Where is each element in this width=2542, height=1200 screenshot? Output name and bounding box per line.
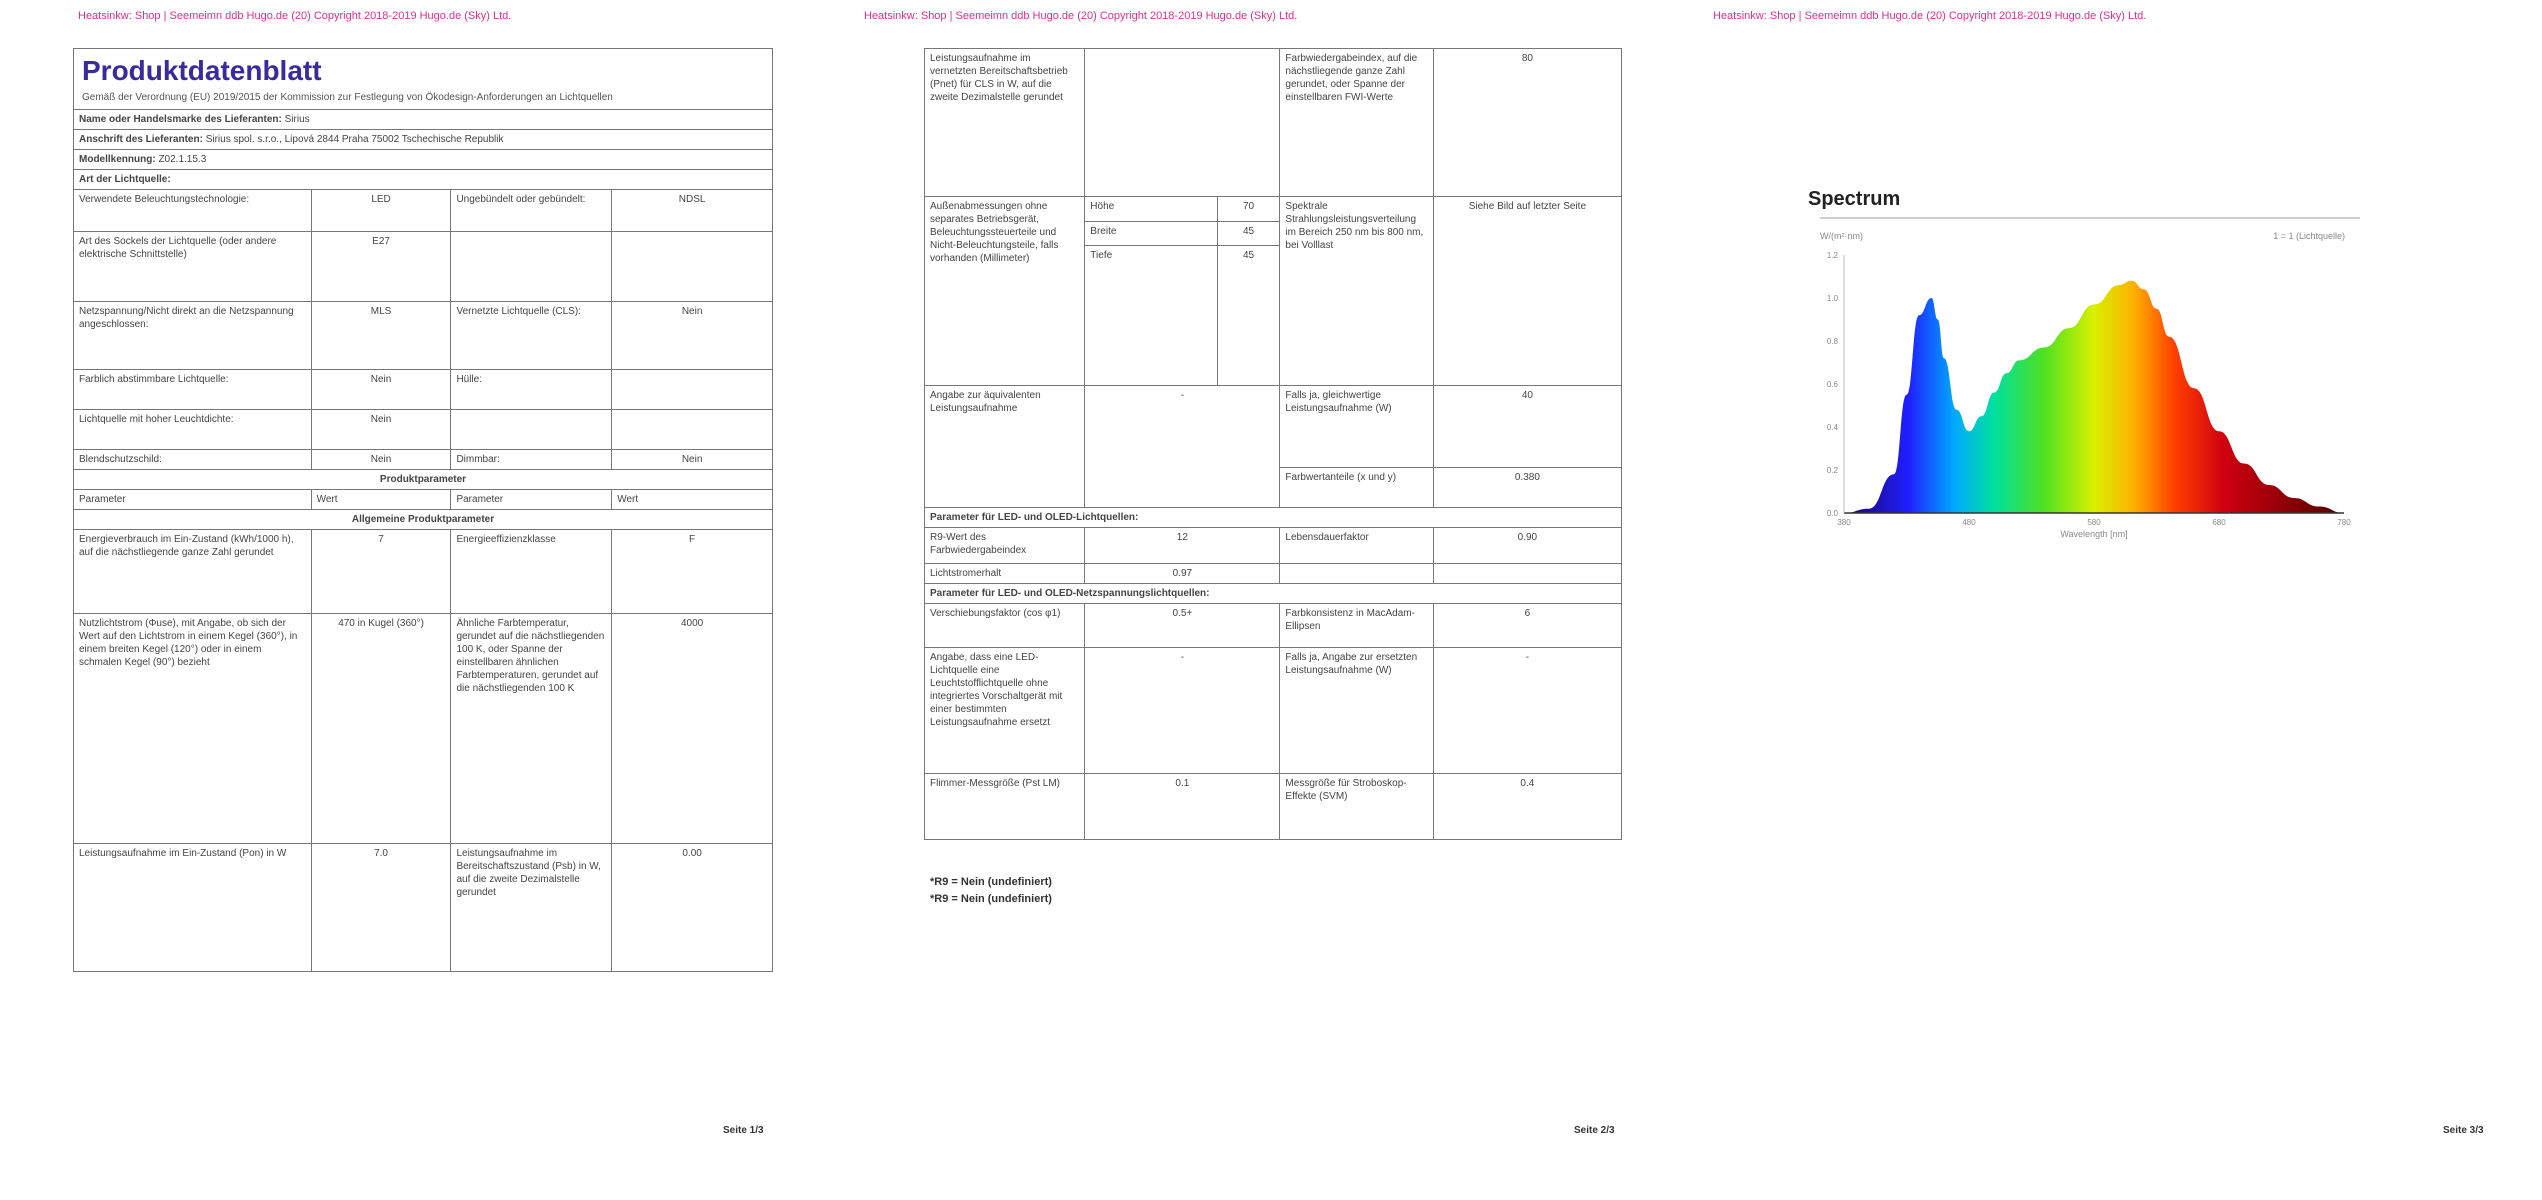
title-box — [73, 48, 773, 109]
table-row: Lichtquelle mit hoher Leuchtdichte: Nein — [74, 410, 773, 450]
watermark-page-3: Heatsinkw: Shop | Seemeimn ddb Hugo.de (20) Copyright 2018-2019 Hugo.de (Sky) Ltd. — [1713, 10, 2147, 22]
footnote: *R9 = Nein (undefiniert) — [930, 876, 1052, 888]
table-row: Tiefe 45 — [925, 246, 1622, 386]
y-tick-label: 0.6 — [1826, 380, 1838, 389]
watermark-page-2: Heatsinkw: Shop | Seemeimn ddb Hugo.de (20) Copyright 2018-2019 Hugo.de (Sky) Ltd. — [864, 10, 1298, 22]
table-row: Farbwertanteile (x und y) 0.380 — [925, 468, 1622, 508]
table-row: Blendschutzschild: Nein Dimmbar: Nein — [74, 450, 773, 470]
param-header-row: Parameter Wert Parameter Wert — [74, 490, 773, 510]
page-number-3: Seite 3/3 — [2443, 1125, 2484, 1136]
light-source-type-header: Art der Lichtquelle: — [74, 170, 773, 190]
spectrum-title: Spectrum — [1808, 188, 1901, 210]
table-row: Netzspannung/Nicht direkt an die Netzspannung angeschlossen: MLS Vernetzte Lichtquelle (CLS): Nein — [74, 302, 773, 370]
y-tick-label: 1.2 — [1826, 251, 1838, 260]
page-number-1: Seite 1/3 — [723, 1125, 764, 1136]
product-params-header: Produktparameter — [74, 470, 773, 490]
footnotes — [930, 874, 1052, 908]
table-row: Verwendete Beleuchtungstechnologie: LED Ungebündelt oder gebündelt: NDSL — [74, 190, 773, 232]
x-tick-label: 680 — [2212, 518, 2226, 527]
product-table — [73, 109, 773, 972]
product-table-continued — [924, 48, 1622, 840]
table-row: Breite 45 — [925, 221, 1622, 246]
x-tick-label: 780 — [2337, 518, 2351, 527]
table-row: Angabe zur äquivalenten Leistungsaufnahme - Falls ja, gleichwertige Leistungsaufnahme (W) 40 — [925, 386, 1622, 468]
x-tick-label: 480 — [1962, 518, 1976, 527]
table-row: Außenabmessungen ohne separates Betriebsgerät, Beleuchtungssteuerteile und Nicht-Beleuchtungsteile, falls vorhanden (Millimeter) Höhe 70 Spektrale Strahlungsleistungsverteilung im Bereich 250 nm bis 800 nm, bei Volllast Siehe Bild auf letzter Seite — [925, 197, 1622, 222]
y-tick-label: 1.0 — [1826, 294, 1838, 303]
table-row: Leistungsaufnahme im vernetzten Bereitschaftsbetrieb (Pnet) für CLS in W, auf die zweite Dezimalstelle gerundet Farbwiedergabeindex, auf die nächstliegende ganze Zahl gerundet, oder Spanne der einstellbaren FWI-Werte 80 — [925, 49, 1622, 197]
watermark-page-1: Heatsinkw: Shop | Seemeimn ddb Hugo.de (20) Copyright 2018-2019 Hugo.de (Sky) Ltd. — [78, 10, 512, 22]
subtitle: Gemäß der Verordnung (EU) 2019/2015 der Kommission zur Festlegung von Ökodesign-Anforderungen an Lichtquellen — [82, 92, 613, 103]
table-row: Energieverbrauch im Ein-Zustand (kWh/1000 h), auf die nächstliegende ganze Zahl gerundet 7 Energieeffizienzklasse F — [74, 530, 773, 614]
x-tick-label: 580 — [2087, 518, 2101, 527]
table-row: Leistungsaufnahme im Ein-Zustand (Pon) in W 7.0 Leistungsaufnahme im Bereitschaftszustand (Psb) in W, auf die zweite Dezimalstelle gerundet 0.00 — [74, 844, 773, 972]
table-row: Nutzlichtstrom (Φuse), mit Angabe, ob sich der Wert auf den Lichtstrom in einem Kegel (360°), in einem breiten Kegel (120°) oder in einem schmalen Kegel (90°) bezieht 470 in Kugel (360°) Ähnliche Farbtemperatur, gerundet auf die nächstliegenden 100 K, oder Spanne der einstellbaren ähnlichen Farbtemperaturen, gerundet auf die nächstliegenden 100 K 4000 — [74, 614, 773, 844]
table-row: Farblich abstimmbare Lichtquelle: Nein Hülle: — [74, 370, 773, 410]
y-tick-label: 0.0 — [1826, 509, 1838, 518]
table-row: Flimmer-Messgröße (Pst LM) 0.1 Messgröße für Stroboskop-Effekte (SVM) 0.4 — [925, 774, 1622, 840]
model-row: Modellkennung: Z02.1.15.3 — [74, 150, 773, 170]
y-tick-label: 0.8 — [1826, 337, 1838, 346]
page-1 — [73, 48, 773, 972]
footnote: *R9 = Nein (undefiniert) — [930, 893, 1052, 905]
y-tick-label: 0.2 — [1826, 466, 1838, 475]
y-tick-label: 0.4 — [1826, 423, 1838, 432]
led-params-header: Parameter für LED- und OLED-Lichtquellen: — [925, 508, 1622, 528]
y-axis-label: W/(m²·nm) — [1820, 231, 1863, 241]
x-tick-label: 380 — [1837, 518, 1851, 527]
page-number-2: Seite 2/3 — [1574, 1125, 1615, 1136]
page-title: Produktdatenblatt — [82, 55, 322, 86]
table-row: R9-Wert des Farbwiedergabeindex 12 Lebensdauerfaktor 0.90 — [925, 528, 1622, 564]
address-row: Anschrift des Lieferanten: Sirius spol. s.r.o., Lipová 2844 Praha 75002 Tschechische Republik — [74, 130, 773, 150]
table-row: Angabe, dass eine LED-Lichtquelle eine Leuchtstofflichtquelle ohne integriertes Vorschaltgerät mit einer bestimmten Leistungsaufnahme ersetzt - Falls ja, Angabe zur ersetzten Leistungsaufnahme (W) - — [925, 648, 1622, 774]
page-2 — [924, 48, 1622, 840]
x-axis-label: Wavelength [nm] — [2060, 529, 2128, 539]
supplier-name-row: Name oder Handelsmarke des Lieferanten: Sirius — [74, 110, 773, 130]
table-row: Verschiebungsfaktor (cos φ1) 0.5+ Farbkonsistenz in MacAdam-Ellipsen 6 — [925, 604, 1622, 648]
general-params-header: Allgemeine Produktparameter — [74, 510, 773, 530]
table-row: Art des Sockels der Lichtquelle (oder andere elektrische Schnittstelle) E27 — [74, 232, 773, 302]
table-row: Lichtstromerhalt 0.97 — [925, 564, 1622, 584]
spectrum-chart — [1800, 215, 2360, 555]
mains-params-header: Parameter für LED- und OLED-Netzspannungslichtquellen: — [925, 584, 1622, 604]
legend: 1 = 1 (Lichtquelle) — [2273, 231, 2345, 241]
spectrum-area — [1844, 281, 2344, 513]
